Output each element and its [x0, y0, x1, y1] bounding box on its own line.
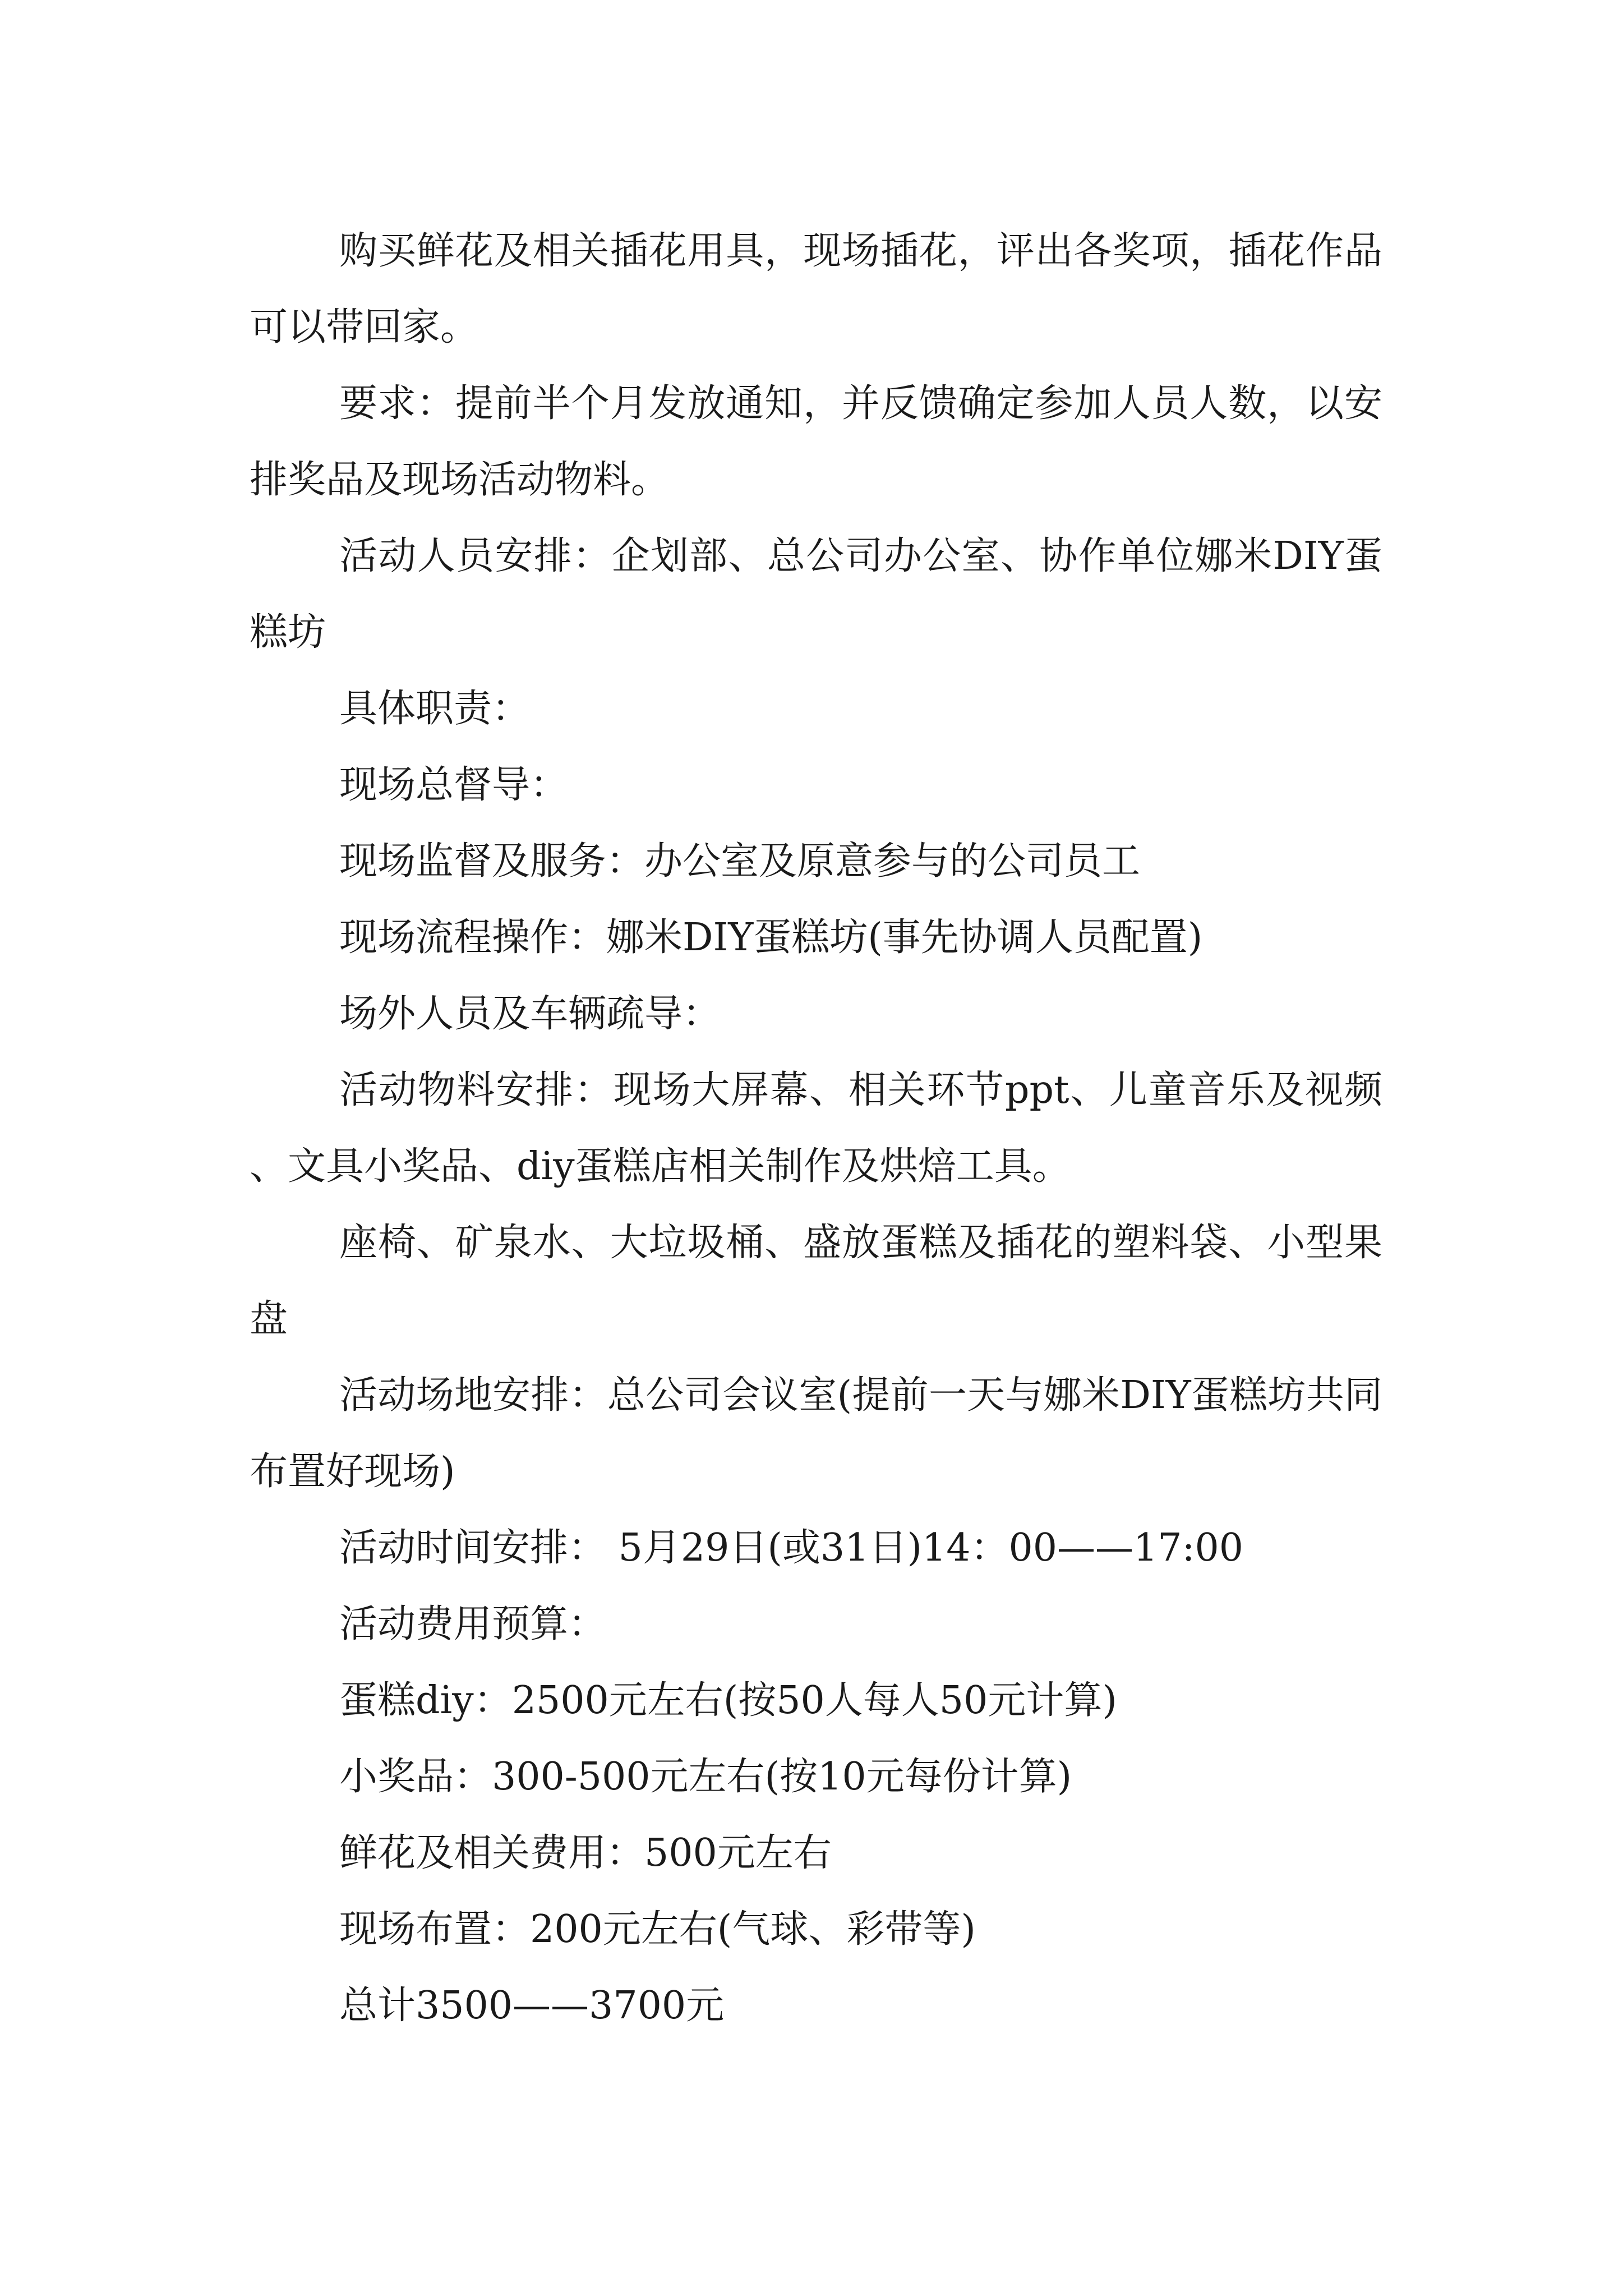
paragraph-venue: 活动场地安排：总公司会议室(提前一天与娜米DIY蛋糕坊共同布置好现场): [250, 1373, 1382, 1494]
paragraph-budget-prizes: 小奖品：300-500元左右(按10元每份计算): [339, 1755, 1072, 1799]
paragraph-chief-supervisor: 现场总督导：: [339, 763, 569, 807]
paragraph-budget-cake: 蛋糕diy：2500元左右(按50人每人50元计算): [339, 1678, 1117, 1723]
paragraph-budget-decoration: 现场布置：200元左右(气球、彩带等): [339, 1907, 976, 1952]
paragraph-requirements: 要求：提前半个月发放通知，并反馈确定参加人员人数，以安排奖品及现场活动物料。: [250, 381, 1382, 502]
paragraph-supplies: 座椅、矿泉水、大垃圾桶、盛放蛋糕及插花的塑料袋、小型果盘: [250, 1221, 1382, 1341]
paragraph-budget-total: 总计3500——3700元: [339, 1984, 725, 2028]
paragraph-materials: 活动物料安排：现场大屏幕、相关环节ppt、儿童音乐及视频、文具小奖品、diy蛋糕店相关制作及烘焙工具。: [250, 1068, 1382, 1189]
paragraph-budget-heading: 活动费用预算：: [339, 1602, 607, 1646]
paragraph-budget-flowers: 鲜花及相关费用：500元左右: [339, 1831, 832, 1875]
paragraph-flower-arranging: 购买鲜花及相关插花用具，现场插花，评出各奖项，插花作品可以带回家。: [250, 229, 1382, 349]
paragraph-staff-arrangement: 活动人员安排：企划部、总公司办公室、协作单位娜米DIY蛋糕坊: [250, 534, 1382, 655]
paragraph-duties-heading: 具体职责：: [339, 687, 531, 731]
paragraph-traffic-guidance: 场外人员及车辆疏导：: [339, 992, 721, 1036]
paragraph-process-operation: 现场流程操作：娜米DIY蛋糕坊(事先协调人员配置): [339, 915, 1203, 960]
document-body: [250, 213, 1382, 2044]
paragraph-time: 活动时间安排： 5月29日(或31日)14：00——17:00: [339, 1526, 1244, 1570]
paragraph-supervision-service: 现场监督及服务：办公室及原意参与的公司员工: [339, 839, 1141, 884]
